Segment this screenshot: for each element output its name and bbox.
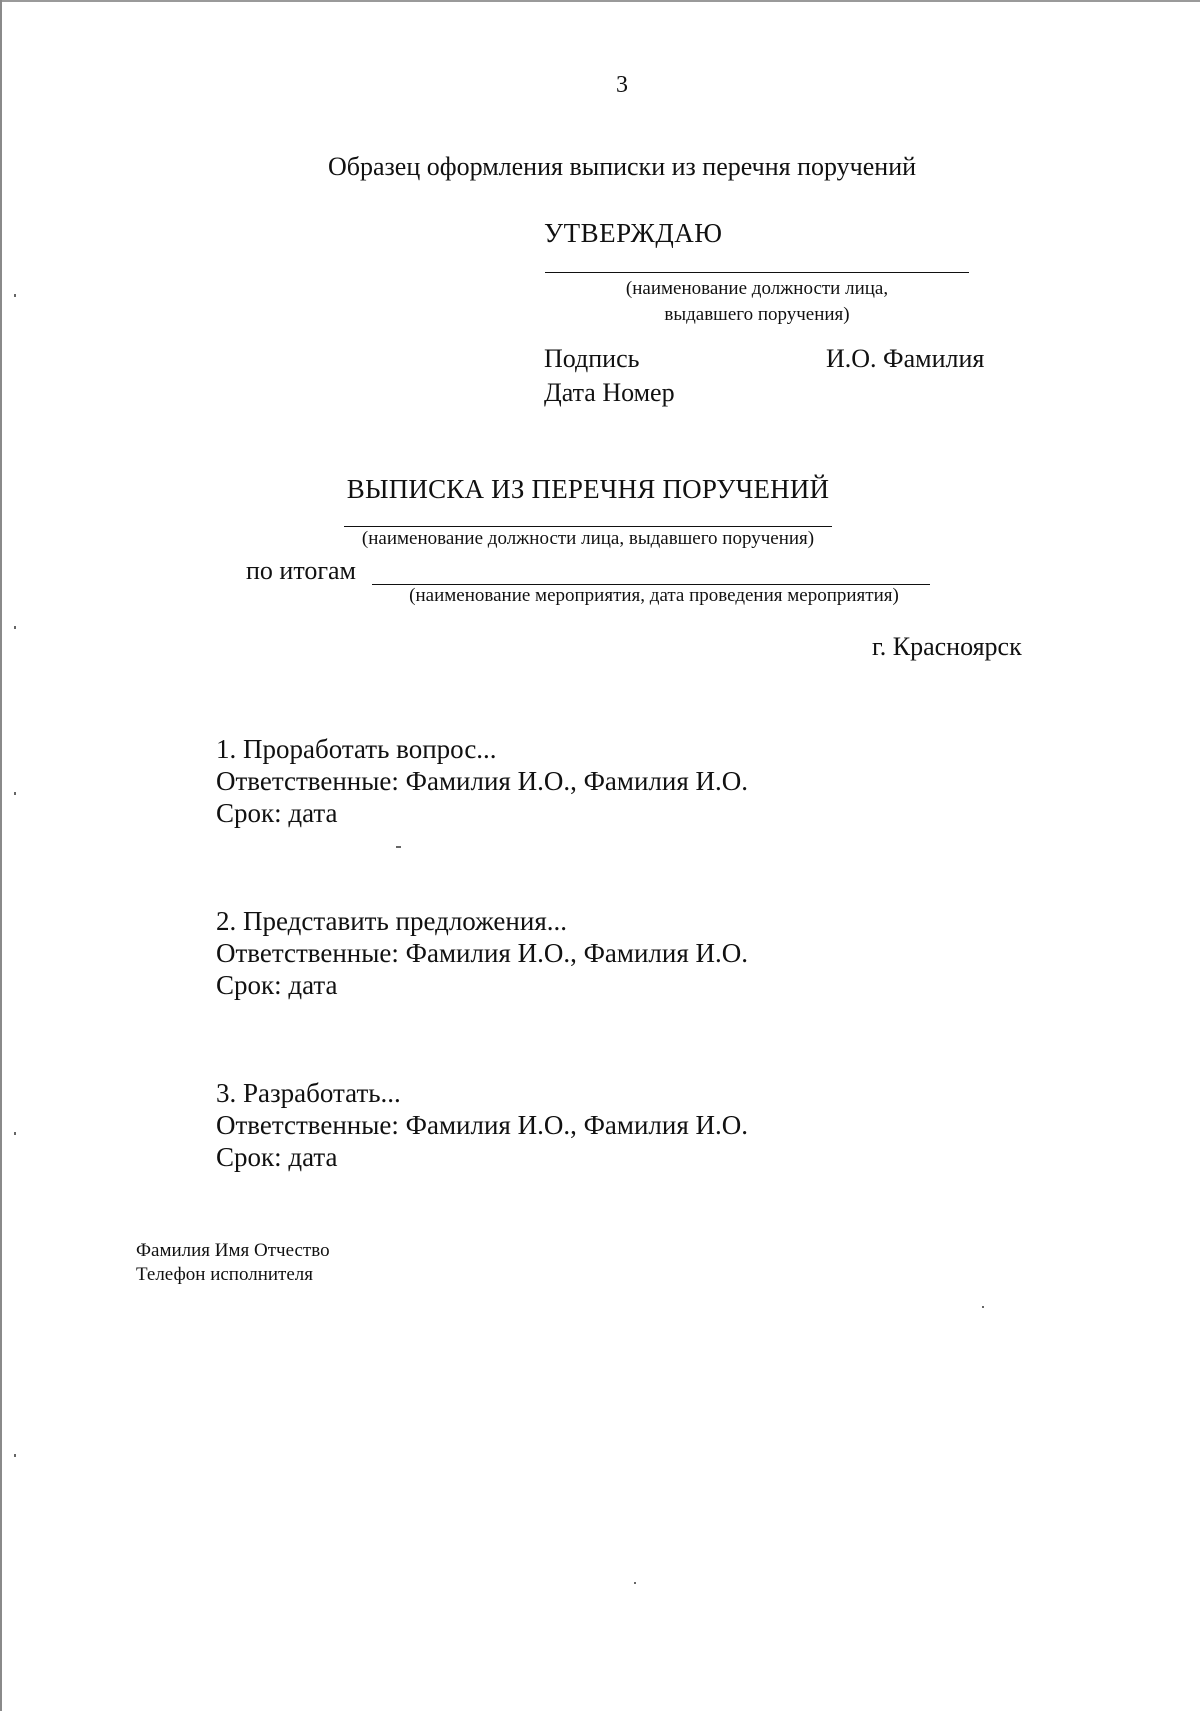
scan-speck: [982, 1306, 984, 1308]
date-number-label: Дата Номер: [544, 378, 675, 407]
task-1-title: 1. Проработать вопрос...: [216, 734, 497, 764]
executor-phone-label: Телефон исполнителя: [136, 1264, 313, 1285]
scan-speck: [14, 1132, 16, 1135]
page-left-edge: [0, 0, 2, 1711]
city: г. Красноярск: [872, 632, 1022, 661]
event-hint: (наименование мероприятия, дата проведения мероприятия): [409, 585, 899, 606]
approver-position-hint-line1: (наименование должности лица,: [625, 278, 889, 299]
executor-name: Фамилия Имя Отчество: [136, 1240, 330, 1261]
approver-position-line: [545, 272, 969, 273]
scan-speck: [14, 294, 16, 297]
task-2-title: 2. Представить предложения...: [216, 906, 567, 936]
scan-speck: [14, 626, 16, 629]
page-number: 3: [616, 72, 628, 98]
task-3-deadline: Срок: дата: [216, 1142, 338, 1172]
scan-speck: [396, 846, 401, 848]
document-caption: Образец оформления выписки из перечня поручений: [327, 152, 917, 181]
task-1-deadline: Срок: дата: [216, 798, 338, 828]
approver-position-hint: [545, 276, 969, 328]
scan-speck: [14, 792, 16, 795]
task-1-responsible: Ответственные: Фамилия И.О., Фамилия И.О.: [216, 766, 749, 796]
official-line: [344, 526, 832, 527]
task-2-deadline: Срок: дата: [216, 970, 338, 1000]
task-2-responsible: Ответственные: Фамилия И.О., Фамилия И.О.: [216, 938, 749, 968]
signature-label: Подпись: [544, 344, 640, 373]
approve-heading: УТВЕРЖДАЮ: [544, 218, 723, 248]
task-3-title: 3. Разработать...: [216, 1078, 401, 1108]
extract-title: ВЫПИСКА ИЗ ПЕРЕЧНЯ ПОРУЧЕНИЙ: [346, 474, 830, 504]
signer-name: И.О. Фамилия: [826, 344, 985, 373]
approver-position-hint-line2: выдавшего поручения): [664, 304, 850, 325]
task-3-responsible: Ответственные: Фамилия И.О., Фамилия И.О.: [216, 1110, 749, 1140]
scan-speck: [14, 1454, 16, 1457]
results-label: по итогам: [246, 556, 357, 585]
scan-speck: [634, 1582, 636, 1584]
page-top-edge: [0, 0, 1200, 2]
official-hint: (наименование должности лица, выдавшего поручения): [361, 528, 815, 549]
